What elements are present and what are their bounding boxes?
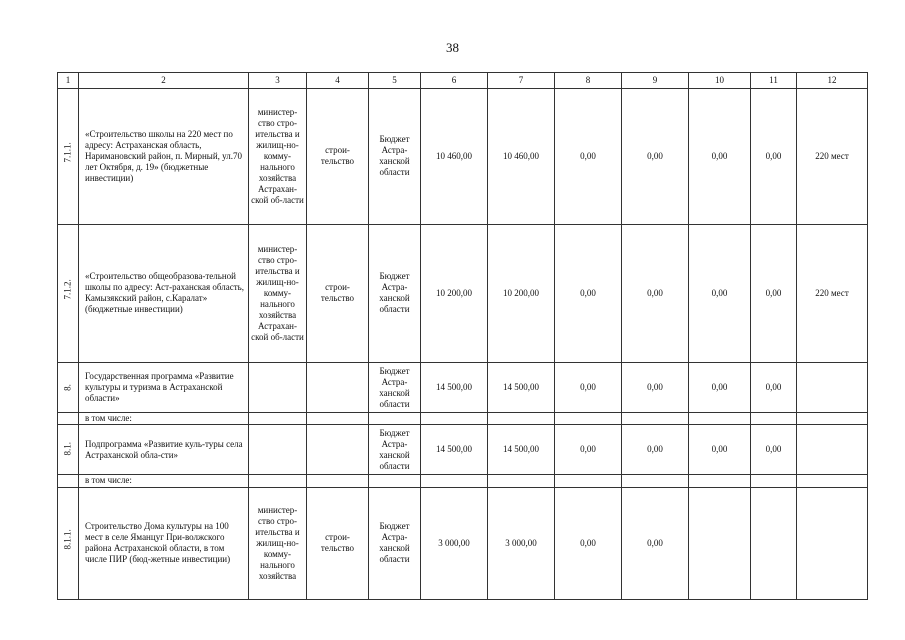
row-executor: министер-ство стро-ительства и жилищ-но-комму-нального хозяйства Астрахан-ской об-ласти <box>249 89 307 225</box>
row-value-12 <box>797 363 868 413</box>
row-value-6: 14 500,00 <box>421 363 488 413</box>
row-value-7: 10 200,00 <box>488 224 555 363</box>
row-value-9: 0,00 <box>622 363 689 413</box>
row-number: 8.1. <box>62 442 73 456</box>
row-value-10: 0,00 <box>689 425 751 475</box>
row-value-8: 0,00 <box>555 224 622 363</box>
column-header: 4 <box>307 73 369 89</box>
row-value-9: 0,00 <box>622 425 689 475</box>
row-work-type: строи-тельство <box>307 224 369 363</box>
row-value-11: 0,00 <box>751 425 797 475</box>
row-value-7: 14 500,00 <box>488 363 555 413</box>
row-number-cell <box>58 224 79 363</box>
row-executor: министер-ство стро-ительства и жилищ-но-комму-нального хозяйства <box>249 487 307 600</box>
row-funding-source: Бюджет Астра-ханской области <box>369 487 421 600</box>
table-row <box>58 89 868 225</box>
row-executor: министер-ство стро-ительства и жилищ-но-комму-нального хозяйства Астрахан-ской об-ласти <box>249 224 307 363</box>
row-executor <box>249 425 307 475</box>
row-value-12 <box>797 425 868 475</box>
row-value-9: 0,00 <box>622 224 689 363</box>
row-value-10: 0,00 <box>689 224 751 363</box>
row-name: «Строительство школы на 220 мест по адресу: Астраханская область, Наримановский район, п. Мирный, ул.70 лет Октября, д. 19» (бюджетные инвестиции) <box>79 89 249 225</box>
row-number-cell <box>58 487 79 600</box>
row-work-type: строи-тельство <box>307 487 369 600</box>
budget-table <box>57 72 868 600</box>
row-number: 7.1.2. <box>62 279 73 300</box>
row-value-9: 0,00 <box>622 487 689 600</box>
row-value-12 <box>797 487 868 600</box>
row-value-12: 220 мест <box>797 224 868 363</box>
row-name: Государственная программа «Развитие культуры и туризма в Астраханской области» <box>79 363 249 413</box>
column-header: 11 <box>751 73 797 89</box>
row-work-type <box>307 363 369 413</box>
table-row <box>58 363 868 413</box>
row-value-8: 0,00 <box>555 425 622 475</box>
row-value-7: 14 500,00 <box>488 425 555 475</box>
column-header: 6 <box>421 73 488 89</box>
column-header: 2 <box>79 73 249 89</box>
row-number: 7.1.1. <box>62 142 73 163</box>
row-funding-source: Бюджет Астра-ханской области <box>369 89 421 225</box>
column-header: 12 <box>797 73 868 89</box>
row-value-6: 14 500,00 <box>421 425 488 475</box>
row-value-8: 0,00 <box>555 363 622 413</box>
subheading-row <box>58 475 868 487</box>
row-funding-source: Бюджет Астра-ханской области <box>369 363 421 413</box>
subheading-label: в том числе: <box>79 413 249 425</box>
column-header: 7 <box>488 73 555 89</box>
row-value-7: 3 000,00 <box>488 487 555 600</box>
row-number: 8. <box>62 384 73 392</box>
row-work-type <box>307 425 369 475</box>
row-value-6: 3 000,00 <box>421 487 488 600</box>
row-executor <box>249 363 307 413</box>
row-value-8: 0,00 <box>555 89 622 225</box>
row-name: Подпрограмма «Развитие куль-туры села Астраханской обла-сти» <box>79 425 249 475</box>
column-header: 8 <box>555 73 622 89</box>
row-number-cell <box>58 89 79 225</box>
row-value-11: 0,00 <box>751 89 797 225</box>
row-value-6: 10 460,00 <box>421 89 488 225</box>
table-row <box>58 224 868 363</box>
row-value-9: 0,00 <box>622 89 689 225</box>
row-value-7: 10 460,00 <box>488 89 555 225</box>
page-number: 38 <box>446 40 459 55</box>
column-header: 9 <box>622 73 689 89</box>
row-funding-source: Бюджет Астра-ханской области <box>369 425 421 475</box>
row-value-10 <box>689 487 751 600</box>
row-value-10: 0,00 <box>689 363 751 413</box>
row-name: Строительство Дома культуры на 100 мест в селе Яманцуг При-волжского района Астраханской области, в том числе ПИР (бюд-жетные инвестиции) <box>79 487 249 600</box>
row-number-cell <box>58 425 79 475</box>
row-value-10: 0,00 <box>689 89 751 225</box>
row-value-6: 10 200,00 <box>421 224 488 363</box>
table-row <box>58 425 868 475</box>
column-header: 10 <box>689 73 751 89</box>
row-name: «Строительство общеобразова-тельной школы по адресу: Аст-раханская область, Камызякский район, с.Каралат» (бюджетные инвестиции) <box>79 224 249 363</box>
row-value-11 <box>751 487 797 600</box>
row-number-cell <box>58 363 79 413</box>
row-number: 8.1.1. <box>62 529 73 550</box>
subheading-row <box>58 413 868 425</box>
column-header: 5 <box>369 73 421 89</box>
row-work-type: строи-тельство <box>307 89 369 225</box>
row-value-8: 0,00 <box>555 487 622 600</box>
column-header: 3 <box>249 73 307 89</box>
column-number-row <box>58 73 868 89</box>
row-value-12: 220 мест <box>797 89 868 225</box>
row-value-11: 0,00 <box>751 224 797 363</box>
table-row <box>58 487 868 600</box>
row-value-11: 0,00 <box>751 363 797 413</box>
column-header: 1 <box>58 73 79 89</box>
subheading-label: в том числе: <box>79 475 249 487</box>
row-funding-source: Бюджет Астра-ханской области <box>369 224 421 363</box>
